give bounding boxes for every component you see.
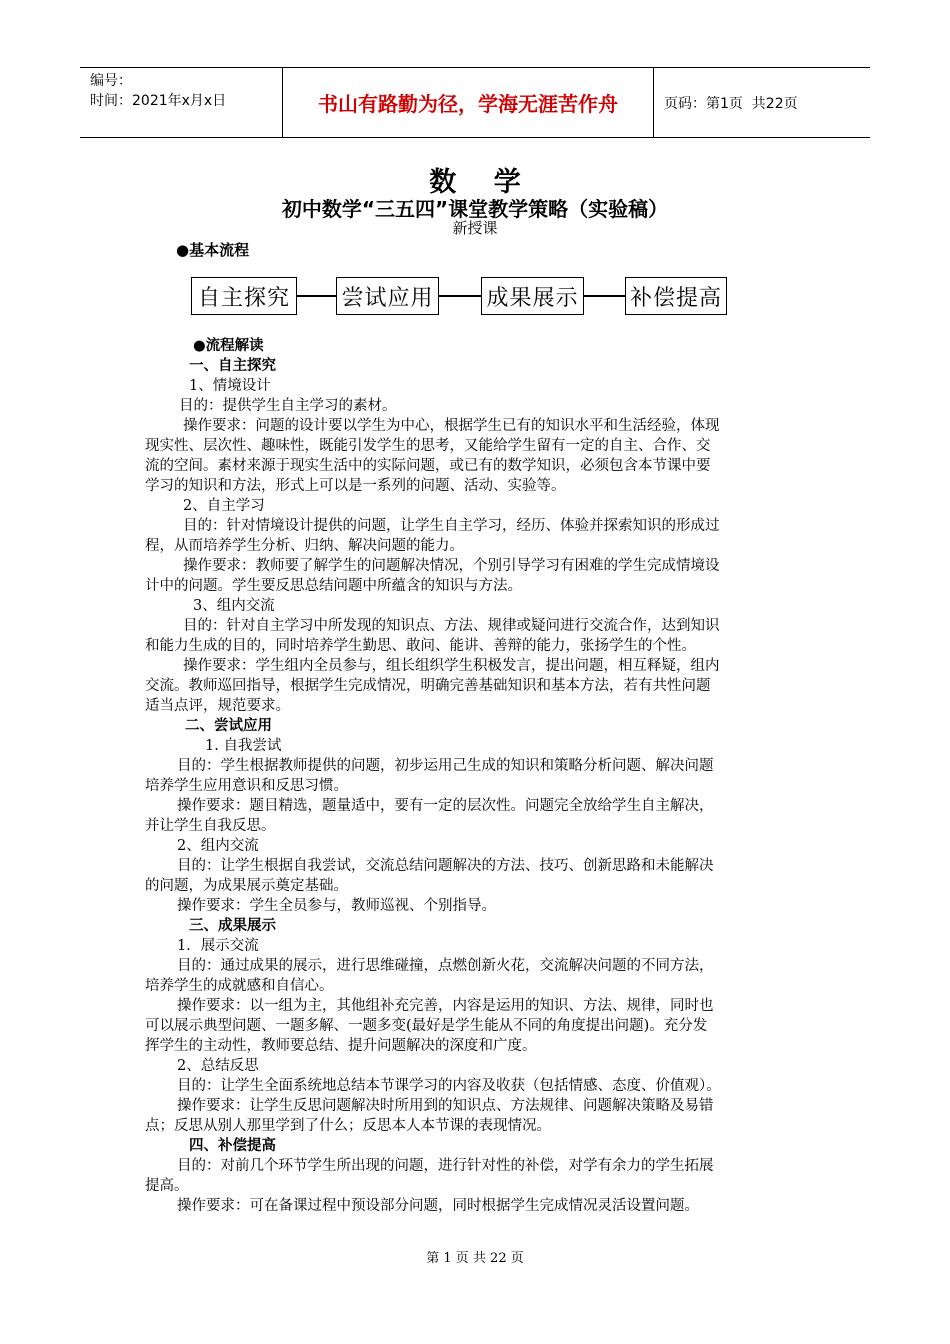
number-label: 编号： [90, 73, 132, 89]
paragraph-line: 培养学生的成就感和自信心。 [145, 978, 334, 994]
document-body [145, 336, 810, 1216]
flow-connector [439, 295, 481, 297]
header-motto: 书山有路勤为径，学海无涯苦作舟 [282, 68, 654, 137]
subsection-heading: 2、自主学习 [183, 498, 265, 514]
paragraph-line: 操作要求：让学生反思问题解决时所用到的知识点、方法规律、问题解决策略及易错 [177, 1098, 714, 1114]
paragraph-line: 流的空间。素材来源于现实生活中的实际问题，或已有的数学知识，必须包含本节课中要 [145, 458, 711, 474]
paragraph-line: 可以展示典型问题、一题多解、一题多变(最好是学生能从不同的角度提出问题)。充分发 [145, 1018, 708, 1034]
section-heading: 四、补偿提高 [189, 1138, 276, 1154]
paragraph-line: 培养学生应用意识和反思习惯。 [145, 778, 348, 794]
paragraph-line: 操作要求：以一组为主，其他组补充完善，内容是运用的知识、方法、规律，同时也 [177, 998, 714, 1014]
paragraph-line: 目的：通过成果的展示，进行思维碰撞，点燃创新火花，交流解决问题的不同方法， [177, 958, 714, 974]
flow-step-4: 补偿提高 [625, 277, 727, 315]
paragraph-line: 目的：针对自主学习中所发现的知识点、方法、规律或疑问进行交流合作，达到知识 [183, 618, 720, 634]
paragraph-line: 提高。 [145, 1178, 189, 1194]
paragraph-line: 操作要求：学生组内全员参与，组长组织学生积极发言，提出问题，相互释疑，组内 [183, 658, 720, 674]
paragraph-line: 目的：让学生全面系统地总结本节课学习的内容及收获（包括情感、态度、价值观）。 [177, 1078, 721, 1094]
paragraph-line: 现实性、层次性、趣味性，既能引发学生的思考，又能给学生留有一定的自主、合作、交 [145, 438, 711, 454]
time-label: 时间：2021年x月x日 [90, 93, 227, 109]
paragraph-line: 挥学生的主动性，教师要总结、提升问题解决的深度和广度。 [145, 1038, 537, 1054]
paragraph-line: 学习的知识和方法，形式上可以是一系列的问题、活动、实验等。 [145, 478, 566, 494]
header-meta [80, 68, 282, 137]
subsection-heading: 3、组内交流 [193, 598, 275, 614]
document-title: 数 学 [429, 167, 521, 198]
paragraph-line: 操作要求：可在备课过程中预设部分问题，同时根据学生完成情况灵活设置问题。 [177, 1198, 699, 1214]
paragraph-line: 目的：对前几个环节学生所出现的问题，进行针对性的补偿，对学有余力的学生拓展 [177, 1158, 714, 1174]
subsection-heading: 2、组内交流 [177, 838, 259, 854]
paragraph-line: 交流。教师巡回指导，根据学生完成情况，明确完善基础知识和基本方法，若有共性问题 [145, 678, 711, 694]
flow-diagram [191, 277, 731, 319]
subsection-heading: 1. 自我尝试 [205, 738, 282, 754]
flow-step-2: 尝试应用 [336, 277, 439, 315]
flow-step-1: 自主探究 [191, 277, 297, 315]
flow-heading: ●基本流程 [176, 241, 250, 259]
section-heading: 一、自主探究 [189, 358, 276, 374]
lesson-type: 新授课 [452, 219, 498, 237]
section-heading: ●流程解读 [193, 338, 264, 354]
paragraph-line: 适当点评，规范要求。 [145, 698, 290, 714]
page-info-text: 页码：第1页 共22页 [664, 95, 798, 112]
paragraph-line: 和能力生成的目的，同时培养学生勤思、敢问、能讲、善辩的能力，张扬学生的个性。 [145, 638, 696, 654]
flow-step-3: 成果展示 [481, 277, 584, 315]
paragraph-line: 程，从而培养学生分析、归纳、解决问题的能力。 [145, 538, 464, 554]
paragraph-line: 目的：学生根据教师提供的问题，初步运用己生成的知识和策略分析问题、解决问题 [177, 758, 714, 774]
section-heading: 二、尝试应用 [185, 718, 272, 734]
paragraph-line: 的问题，为成果展示奠定基础。 [145, 878, 348, 894]
paragraph-line: 点；反思从别人那里学到了什么；反思本人本节课的表现情况。 [145, 1118, 551, 1134]
paragraph-line: 计中的问题。学生要反思总结问题中所蕴含的知识与方法。 [145, 578, 522, 594]
page-footer: 第 1 页 共 22 页 [426, 1251, 524, 1266]
subsection-heading: 1．展示交流 [177, 938, 259, 954]
paragraph-line: 目的：提供学生自主学习的素材。 [179, 398, 397, 414]
subsection-heading: 1、情境设计 [189, 378, 271, 394]
flow-connector [297, 295, 336, 297]
flow-connector [584, 295, 625, 297]
paragraph-line: 操作要求：题目精选，题量适中，要有一定的层次性。问题完全放给学生自主解决， [177, 798, 714, 814]
paragraph-line: 目的：让学生根据自我尝试，交流总结问题解决的方法、技巧、创新思路和未能解决 [177, 858, 714, 874]
header-page-info [654, 68, 870, 137]
paragraph-line: 操作要求：教师要了解学生的问题解决情况，个别引导学习有困难的学生完成情境设 [183, 558, 720, 574]
paragraph-line: 目的：针对情境设计提供的问题，让学生自主学习，经历、体验并探索知识的形成过 [183, 518, 720, 534]
paragraph-line: 操作要求：学生全员参与，教师巡视、个别指导。 [177, 898, 496, 914]
paragraph-line: 操作要求：问题的设计要以学生为中心，根据学生已有的知识水平和生活经验，体现 [183, 418, 720, 434]
paragraph-line: 并让学生自我反思。 [145, 818, 276, 834]
subsection-heading: 2、总结反思 [177, 1058, 259, 1074]
document-subtitle: 初中数学“三五四”课堂教学策略（实验稿） [281, 197, 669, 221]
page-header [80, 67, 870, 138]
section-heading: 三、成果展示 [189, 918, 276, 934]
